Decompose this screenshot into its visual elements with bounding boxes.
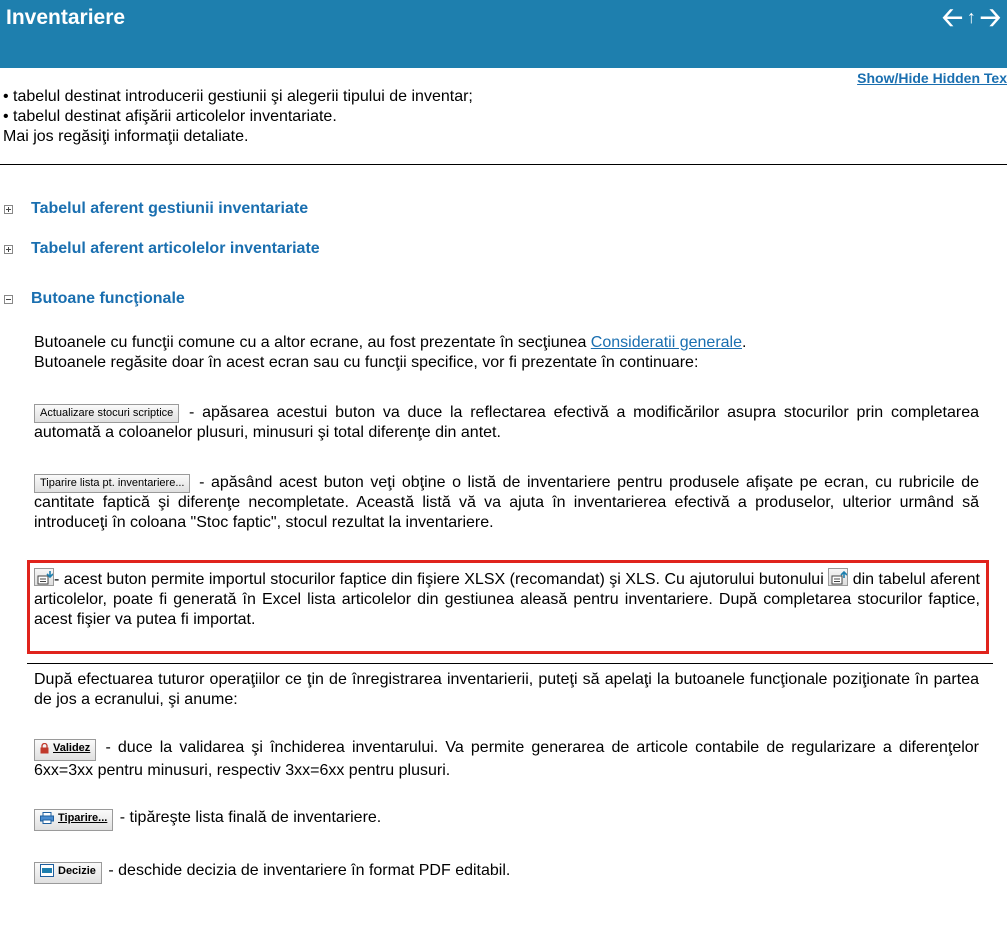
show-hide-hidden-text-link[interactable]: Show/Hide Hidden Tex (857, 70, 1007, 86)
divider (0, 164, 1007, 165)
paragraph-text: din tabelul aferent articolelor, poate fi generată în Excel lista articolelor din gestiunea aleasă pentru inventariere. După completarea stocurilor faptice, acest fişier va putea fi importat. (34, 571, 980, 628)
paragraph-text: - duce la validarea şi închiderea inventarului. Va permite generarea de articole contabile de regularizare a diferenţelor 6xx=3xx pentru minusuri, respectiv 3xx=6xx pentru plusuri. (34, 739, 979, 779)
arrow-right-icon[interactable]: 🡢 (979, 2, 1001, 32)
section-tabel-gestiune[interactable] (4, 200, 308, 218)
paragraph-decizie (34, 861, 979, 884)
pdf-icon (40, 864, 54, 883)
import-icon[interactable] (34, 568, 54, 586)
header-bar (0, 0, 1007, 68)
paragraph-dupa-efectuare: După efectuarea tuturor operaţiilor ce ţin de înregistrarea inventarierii, puteţi să apelaţi la butoanele funcţionale poziţionate în partea de jos a ecranului, şi anume: (34, 671, 979, 708)
paragraph-text: - acest buton permite importul stocurilor faptice din fişiere XLSX (recomandat) şi XLS. Cu ajutorului butonului (54, 571, 829, 588)
expand-icon[interactable] (4, 205, 13, 214)
section-title[interactable]: Butoane funcţionale (31, 290, 185, 307)
section-tabel-articole[interactable] (4, 240, 320, 258)
intro-line-3: Mai jos regăsiţi informaţii detaliate. (3, 128, 249, 145)
section-butoane-functionale[interactable] (4, 290, 185, 308)
paragraph-tiparire-lista (34, 473, 979, 533)
consideratii-generale-link[interactable]: Consideratii generale (590, 334, 742, 351)
actualizare-stocuri-button[interactable]: Actualizare stocuri scriptice (34, 404, 179, 423)
arrow-left-icon[interactable]: 🡠 (941, 2, 963, 32)
tiparire-button[interactable]: Tiparire... (34, 809, 113, 831)
intro-bullet-2: • tabelul destinat afişării articolelor inventariate. (3, 108, 337, 125)
nav-icons (942, 2, 1001, 32)
printer-icon (40, 812, 54, 830)
paragraph-actualizare (34, 403, 979, 443)
paragraph-text: - apăsând acest buton veţi obţine o listă de inventariere pentru produsele afişate pe ecran, cu rubricile de cantitate faptică şi diferenţe necompletate. Această listă vă va ajuta în inventarierea efectivă a produselor, ulterior urmând să introduceţi în coloana "Stoc faptic", stocul rezultat la inventariere. (34, 474, 979, 531)
lock-icon (40, 743, 49, 760)
intro-text (3, 87, 473, 147)
divider (27, 663, 993, 664)
collapse-icon[interactable] (4, 295, 13, 304)
intro-bullet-1: • tabelul destinat introducerii gestiunii şi alegerii tipului de inventar; (3, 88, 473, 105)
paragraph-text: Butoanele cu funcţii comune cu a altor ecrane, au fost prezentate în secţiunea (34, 334, 591, 351)
export-excel-icon[interactable] (828, 568, 848, 586)
paragraph-text: . (742, 334, 747, 351)
paragraph-tiparire (34, 808, 979, 831)
paragraph-text: - deschide decizia de inventariere în format PDF editabil. (103, 862, 511, 879)
page-title: Inventariere (6, 6, 126, 29)
section-title[interactable]: Tabelul aferent articolelor inventariate (31, 240, 320, 257)
section-title[interactable]: Tabelul aferent gestiunii inventariate (31, 200, 309, 217)
paragraph-import (34, 568, 980, 630)
expand-icon[interactable] (4, 245, 13, 254)
paragraph-text: - tipăreşte lista finală de inventariere. (115, 809, 382, 826)
paragraph-intro-butoane (34, 333, 979, 373)
paragraph-text: - apăsarea acestui buton va duce la reflectarea efectivă a modificărilor asupra stocurilor prin completarea automată a coloanelor plusuri, minusuri şi total diferenţe din antet. (34, 404, 979, 441)
decizie-button[interactable]: Decizie (34, 862, 102, 884)
tiparire-lista-button[interactable]: Tiparire lista pt. inventariere... (34, 474, 190, 493)
paragraph-validez (34, 738, 979, 781)
validez-button[interactable]: Validez (34, 739, 96, 761)
arrow-up-icon[interactable]: ↑ (966, 7, 976, 27)
paragraph-text: Butoanele regăsite doar în acest ecran sau cu funcţii specifice, vor fi prezentate în continuare: (34, 354, 699, 371)
